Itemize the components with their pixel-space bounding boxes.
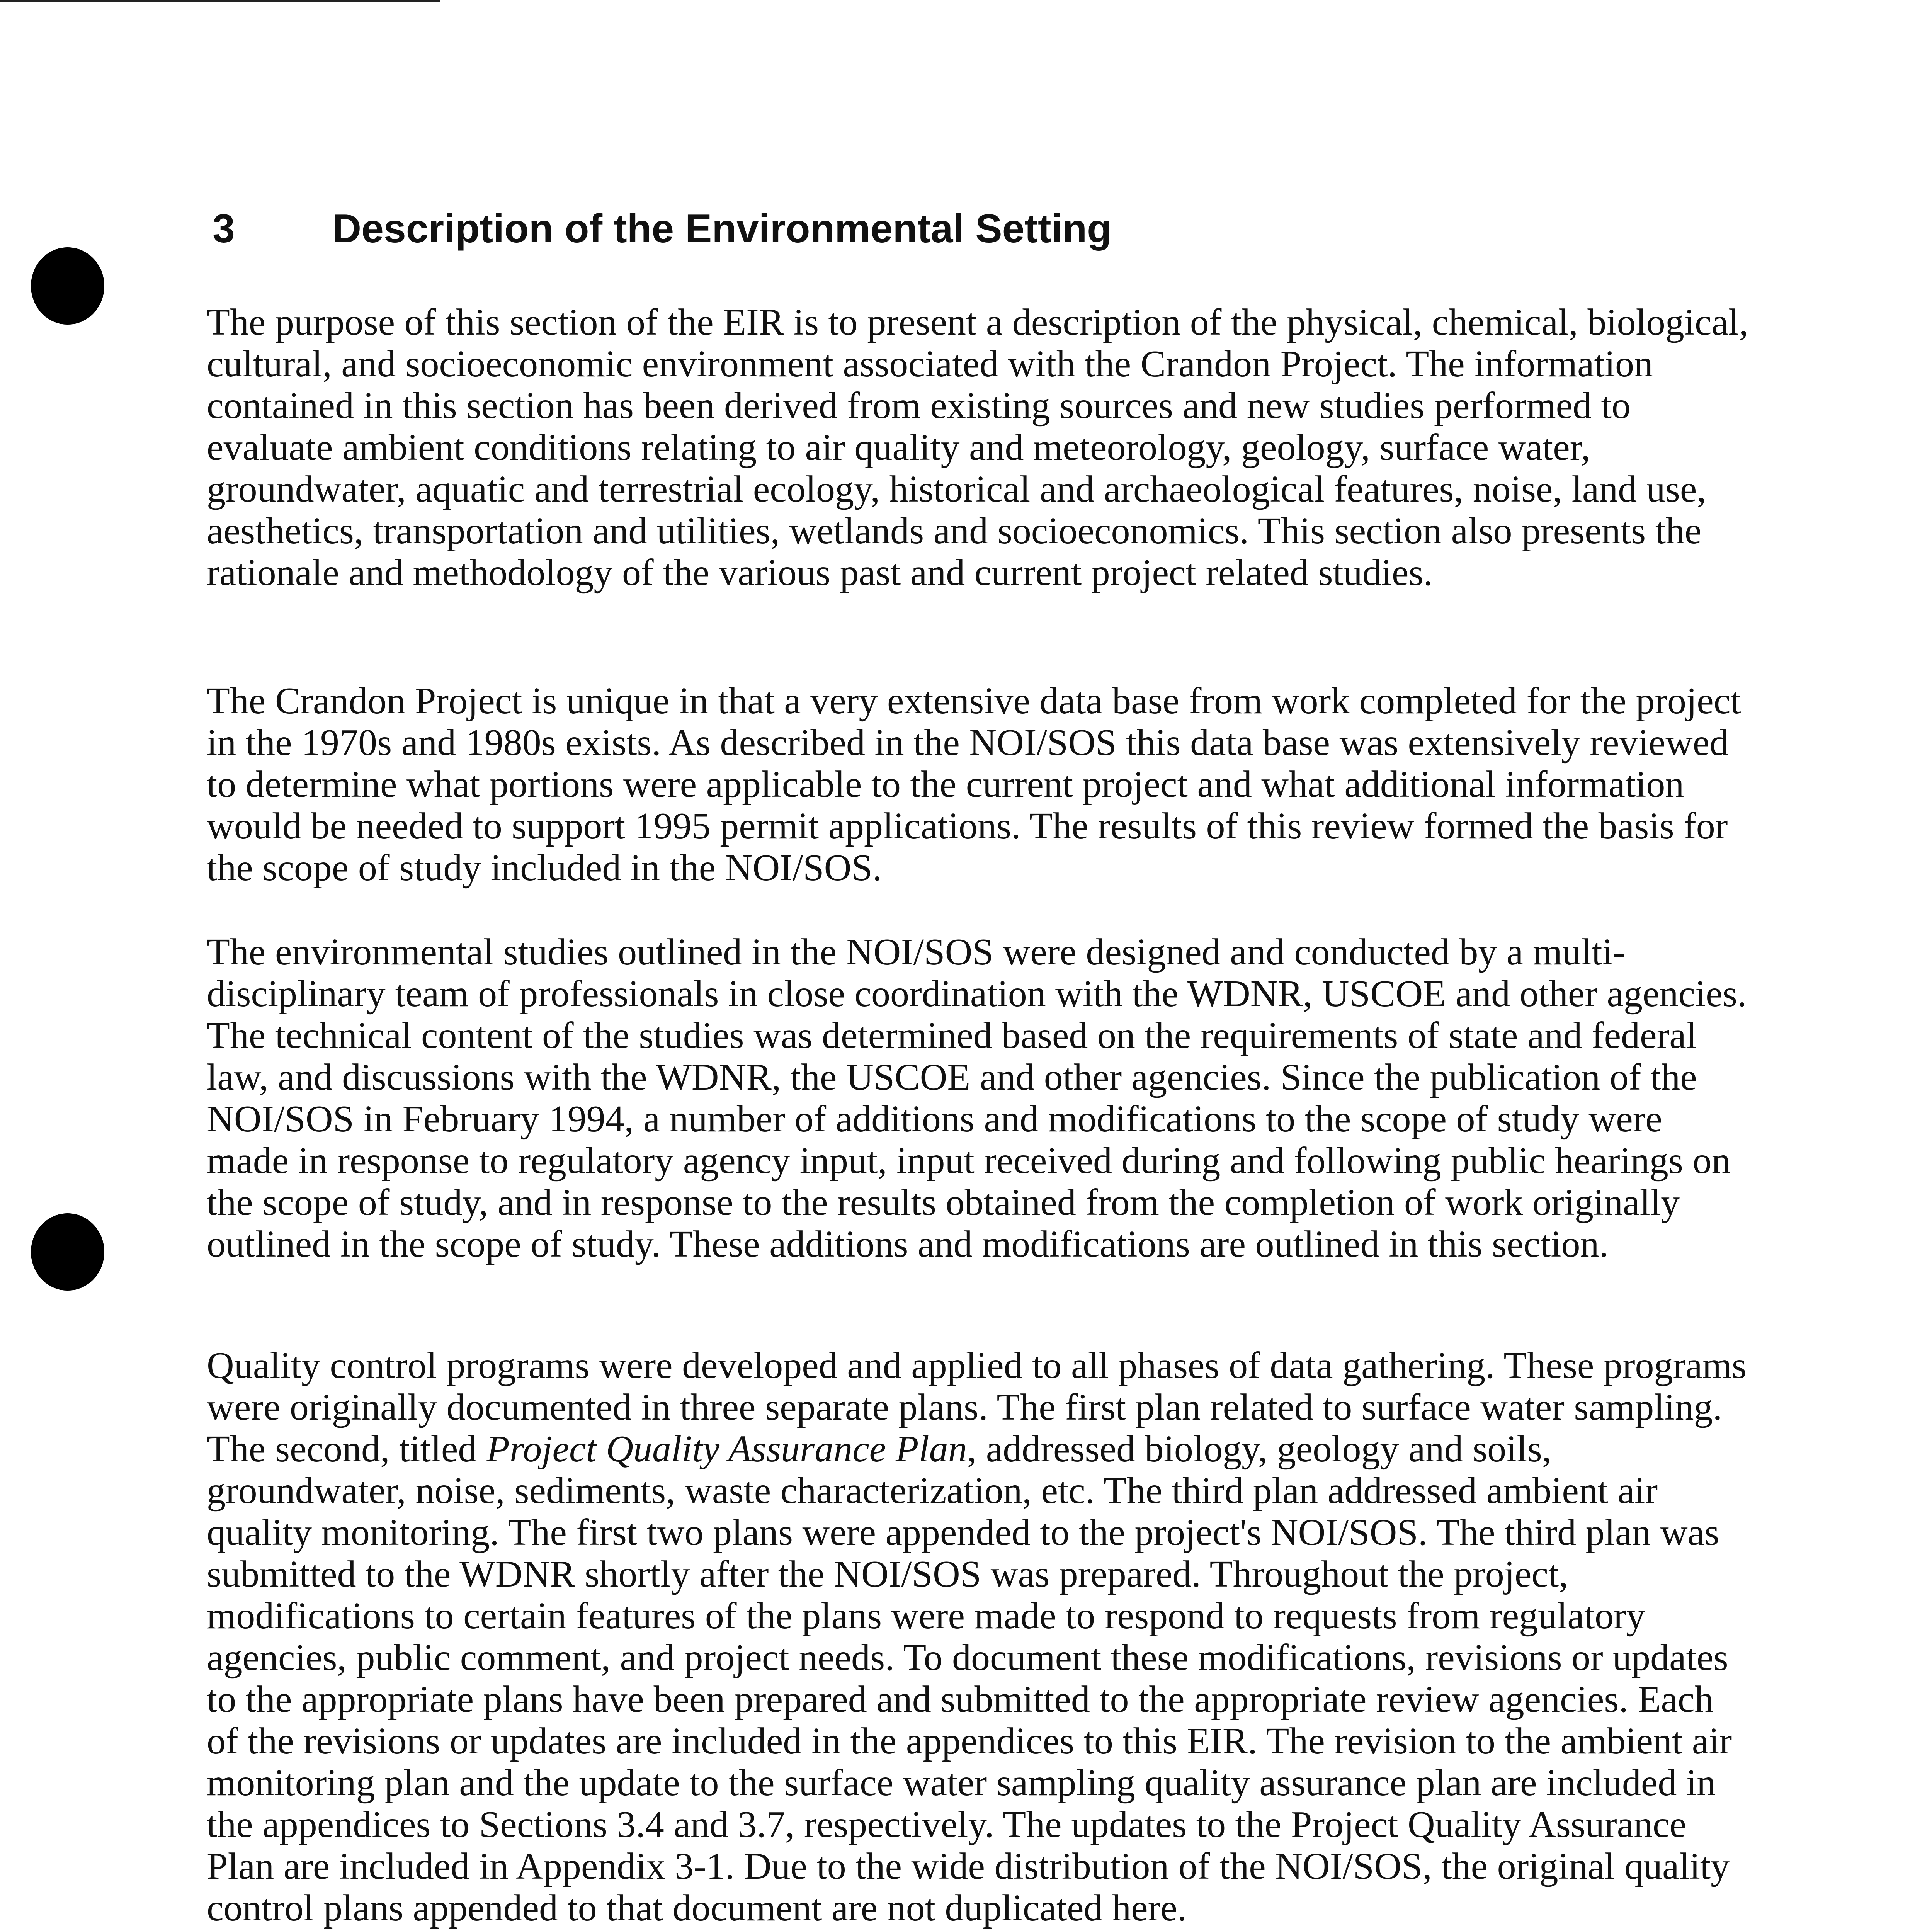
punch-hole-top	[31, 247, 104, 325]
paragraph-purpose: The purpose of this section of the EIR is to present a description of the physical, chemical, biological, cultural, and socioeconomic environment associated with the Crandon Project. The information contained in this section has been derived from existing sources and new studies performed to evaluate ambient conditions relating to air quality and meteorology, geology, surface water, groundwater, aquatic and terrestrial ecology, historical and archaeological features, noise, land use, aesthetics, transportation and utilities, wetlands and socioeconomics. This section also presents the rationale and methodology of the various past and current project related studies.	[207, 301, 1748, 594]
paragraph-data-base: The Crandon Project is unique in that a very extensive data base from work completed for the project in the 1970s and 1980s exists. As described in the NOI/SOS this data base was extensively reviewed to determine what portions were applicable to the current project and what additional information would be needed to support 1995 permit applications. The results of this review formed the basis for the scope of study included in the NOI/SOS.	[207, 680, 1741, 889]
punch-hole-middle	[31, 1213, 104, 1291]
top-edge-rule	[0, 0, 440, 2]
section-title: Description of the Environmental Setting	[332, 206, 1112, 251]
section-heading	[213, 205, 1112, 253]
paragraph-studies: The environmental studies outlined in the NOI/SOS were designed and conducted by a multi-disciplinary team of professionals in close coordination with the WDNR, USCOE and other agencies. The technical content of the studies was determined based on the requirements of state and federal law, and discussions with the WDNR, the USCOE and other agencies. Since the publication of the NOI/SOS in February 1994, a number of additions and modifications to the scope of study were made in response to regulatory agency input, input received during and following public hearings on the scope of study, and in response to the results obtained from the completion of work originally outlined in the scope of study. These additions and modifications are outlined in this section.	[207, 931, 1747, 1265]
qc-plan-title: Project Quality Assurance Plan	[486, 1428, 967, 1470]
paragraph-quality-control	[207, 1345, 1752, 1929]
qc-text-before: Quality control programs were developed and applied to all phases of data gathering. These programs were originally documented in three separate plans. The first plan related to surface water sampling. The second, titled	[207, 1345, 1747, 1470]
section-number: 3	[213, 206, 235, 251]
qc-text-after: , addressed biology, geology and soils, groundwater, noise, sediments, waste characterization, etc. The third plan addressed ambient air quality monitoring. The first two plans were appended to the project's NOI/SOS. The third plan was submitted to the WDNR shortly after the NOI/SOS was prepared. Throughout the project, modifications to certain features of the plans were made to respond to requests from regulatory agencies, public comment, and project needs. To document these modifications, revisions or updates to the appropriate plans have been prepared and submitted to the appropriate review agencies. Each of the revisions or updates are included in the appendices to this EIR. The revision to the ambient air monitoring plan and the update to the surface water sampling quality assurance plan are included in the appendices to Sections 3.4 and 3.7, respectively. The updates to the Project Quality Assurance Plan are included in Appendix 3-1. Due to the wide distribution of the NOI/SOS, the original quality control plans appended to that document are not duplicated here.	[207, 1428, 1732, 1929]
